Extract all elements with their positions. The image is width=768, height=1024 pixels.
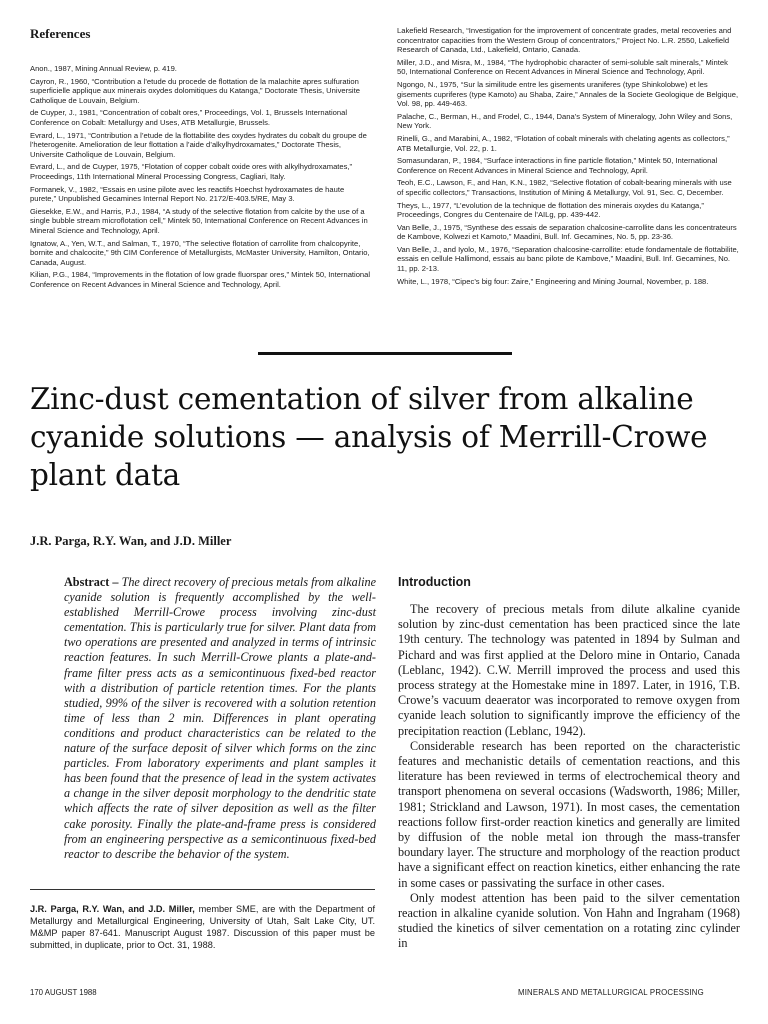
abstract-text: The direct recovery of precious metals from alkaline cyanide solution is frequently accomplished by the well-established Merrill-Crowe process involving zinc-dust cementation. This is particularly true for silver. Plant data from two operations are presented and analyzed in terms of intrinsic reaction features. In such Merrill-Crowe plants a plate-and-frame filter press acts as a semicontinuous fixed-bed reactor with a distribution of particle retention times. For the plants studied, 99% of the silver is recovered with a solution retention time of less than 2 min. Differences in plant operating conditions and product characteristics can be related to the nature of the surface deposit of silver which forms on the zinc particles. From laboratory experiments and plant samples it has been found that the presence of lead in the system activates a change in the silver deposit morphology to the dendritic state which affects the rate of silver deposition as well as the filter cake porosity. Finally the plate-and-frame press is considered from an engineering perspective as a semicontinuous fixed-bed reactor to describe the behavior of the system. <box>64 575 376 861</box>
reference-entry: Giesekke, E.W., and Harris, P.J., 1984, “A study of the selective flotation from calcite by the use of a single bubble stream microflotation cell,” Mintek 50, International Conference on Recent Advances in Mineral Science and Technology, April. <box>30 206 368 235</box>
intro-paragraph: Considerable research has been reported on the characteristic features and mechanistic details of cementation reactions, and this literature has been reviewed in terms of electrochemical theory and transport phenomena on several occasions (Wadsworth, 1986; Miller, 1981; Strickland and Lawson, 1971). In most cases, the cementation reactions follow first-order reaction kinetics and generally are limited by diffusion of the noble metal ion through the mass-transfer boundary layer. The structure and morphology of the reaction product have a significant effect on reaction kinetics, either enhancing the rate in some cases or passivating the surface in other cases. <box>398 738 740 890</box>
reference-entry: Miller, J.D., and Misra, M., 1984, “The hydrophobic character of semi-soluble salt minerals,” Mintek 50, International Conference on Recent Advances in Mineral Science and Technology, April. <box>397 57 728 77</box>
footer-journal-name: MINERALS AND METALLURGICAL PROCESSING <box>518 988 704 997</box>
reference-entry: Lakefield Research, “Investigation for the improvement of concentrate grades, metal recoveries and concentrator capacities from the Western Group of concentrators,” Project No. L.R. 2550, Lakefield Research of Canada, Ltd., Lakefield, Ontario, Canada. <box>397 26 732 55</box>
abstract <box>64 575 376 862</box>
abstract-label: Abstract – <box>64 575 119 589</box>
reference-entry: Ignatow, A., Yen, W.T., and Salman, T., 1970, “The selective flotation of carrollite from chalcopyrite, bornite and chalcocite,” 9th CIM Conference of Metallurgists, McMaster University, Hamilton, Ontario, Canada, August. <box>30 238 370 267</box>
reference-entry: Van Belle, J., 1975, “Synthese des essais de separation chalcosine-carrollite dans les concentrateurs de Kambove, Kolwezi et Kamoto,” Maadini, Bull. Inf. Gecamines, No. 5, pp. 23-36. <box>397 222 737 242</box>
reference-entry: Formanek, V., 1982, “Essais en usine pilote avec les reactifs Hoechst hydroxamates de haute purete,” Unpublished Gecamines Internal Report No. 2172/E-403.5/RE, May 3. <box>30 184 345 204</box>
section-divider-rule <box>258 352 512 355</box>
references-left-column <box>30 64 372 292</box>
footnote-authors: J.R. Parga, R.Y. Wan, and J.D. Miller, <box>30 904 195 914</box>
references-heading: References <box>30 26 91 41</box>
reference-entry: Van Belle, J., and Iyolo, M., 1976, “Separation chalcosine-carrollite: etude fondamentale de flottabilite, essais en cellule Hallimond, essais au banc pilote de Kambove,” Maadini, Bull. Inf. Gecamines, No. 11, pp. 2-13. <box>397 244 739 274</box>
reference-entry: Anon., 1987, Mining Annual Review, p. 419. <box>30 64 177 73</box>
article-authors: J.R. Parga, R.Y. Wan, and J.D. Miller <box>30 534 232 548</box>
intro-paragraph: Only modest attention has been paid to the silver cementation reaction in alkaline cyanide solution. Von Hahn and Ingraham (1968) studied the kinetics of silver cementation on a rotating zinc cylinder in <box>398 890 740 951</box>
reference-entry: Cayron, R., 1960, “Contribution a l’etude du procede de flottation de la malachite apres sulfuration superficielle applique aux minerais oxydes dolomitiques du Katanga,” Doctorate Thesis, Universite Catholique de Louvain, Belgium. <box>30 76 360 105</box>
reference-entry: Somasundaran, P., 1984, “Surface interactions in fine particle flotation,” Mintek 50, International Conference on Recent Advances in Mineral Science and Technology, April. <box>397 156 718 175</box>
references-right-column <box>397 26 739 289</box>
intro-paragraph: The recovery of precious metals from dilute alkaline cyanide solution by zinc-dust cementation has been practiced since the late 19th century. The technology was patented in 1894 by Sulman and Pichard and was first applied at the Deloro mine in Ontario, Canada (Leblanc, 1942). C.W. Merrill improved the process and used this process strategy at the Homestake mine in 1897. Later, in 1916, T.B. Crowe’s vacuum deaerator was incorporated to remove oxygen from cyanide leach solution to significantly improve the efficiency of the precipitation reaction (Leblanc, 1942). <box>398 602 740 738</box>
introduction-body <box>398 602 740 952</box>
reference-entry: White, L., 1978, “Cipec’s big four: Zaire,” Engineering and Mining Journal, November, p. 188. <box>397 276 709 286</box>
reference-entry: Evrard, L., and de Cuyper, 1975, “Flotation of copper cobalt oxide ores with alkylhydroxamates,” Proceedings, 11th International Mineral Processing Congress, Cagliari, Italy. <box>30 162 353 181</box>
footnote-divider <box>30 889 375 890</box>
author-footnote <box>30 903 375 951</box>
reference-entry: Palache, C., Berman, H., and Frodel, C., 1944, Dana’s System of Mineralogy, John Wiley and Sons, New York. <box>397 111 733 131</box>
reference-entry: Theys, L., 1977, “L’evolution de la technique de flottation des minerais oxydes du Katanga,” Proceedings, Congres du Centenaire de l’AILg, pp. 439-442. <box>397 200 704 220</box>
footnote-text: member SME, are with the Department of Metallurgy and Metallurgical Engineering, University of Utah, Salt Lake City, UT. M&MP paper 87-641. Manuscript August 1987. Discussion of this paper must be submitted, in duplicate, prior to Oct. 31, 1988. <box>30 904 376 950</box>
article-title: Zinc-dust cementation of silver from alkaline cyanide solutions — analysis of Merrill-Crowe plant data <box>30 382 708 492</box>
reference-entry: Rinelli, G., and Marabini, A., 1982, “Flotation of cobalt minerals with chelating agents as collectors,” ATB Metallurgie, Vol. 22, p. 1. <box>397 133 730 153</box>
reference-entry: Evrard, L., 1971, “Contribution a l’etude de la flottabilite des oxydes hydrates du cobalt du groupe de l’heterogenite. Amelioration de leur flottation a l’aide d’alkylhydroxamates,” Doctorate Thesis, Universite Catholique de Louvain, Belgium. <box>30 130 367 159</box>
introduction-heading: Introduction <box>398 575 471 589</box>
reference-entry: de Cuyper, J., 1981, “Concentration of cobalt ores,” Proceedings, Vol. 1, Brussels International Conference on Cobalt: Metallurgy and Uses, ATB Metallurgie, Brussels. <box>30 108 348 127</box>
reference-entry: Ngongo, N., 1975, “Sur la similitude entre les gisements uraniferes (type Shinkolobwe) et les gisements cupriferes (type Kamoto) au Shaba, Zaire,” Annales de la Societe Geologique de Belgique, Vol. 98, pp. 449-463. <box>397 79 739 109</box>
reference-entry: Teoh, E.C., Lawson, F., and Han, K.N., 1982, “Selective flotation of cobalt-bearing minerals with use of specific collectors,” Transactions, Institution of Mining & Metallurgy, Vol. 91, Sec. C, December. <box>397 178 732 197</box>
reference-entry: Kilian, P.G., 1984, “Improvements in the flotation of low grade fluorspar ores,” Mintek 50, International Conference on Recent Advances in Mineral Science and Technology, April. <box>30 270 371 289</box>
footer-page-date: 170 AUGUST 1988 <box>30 988 97 997</box>
